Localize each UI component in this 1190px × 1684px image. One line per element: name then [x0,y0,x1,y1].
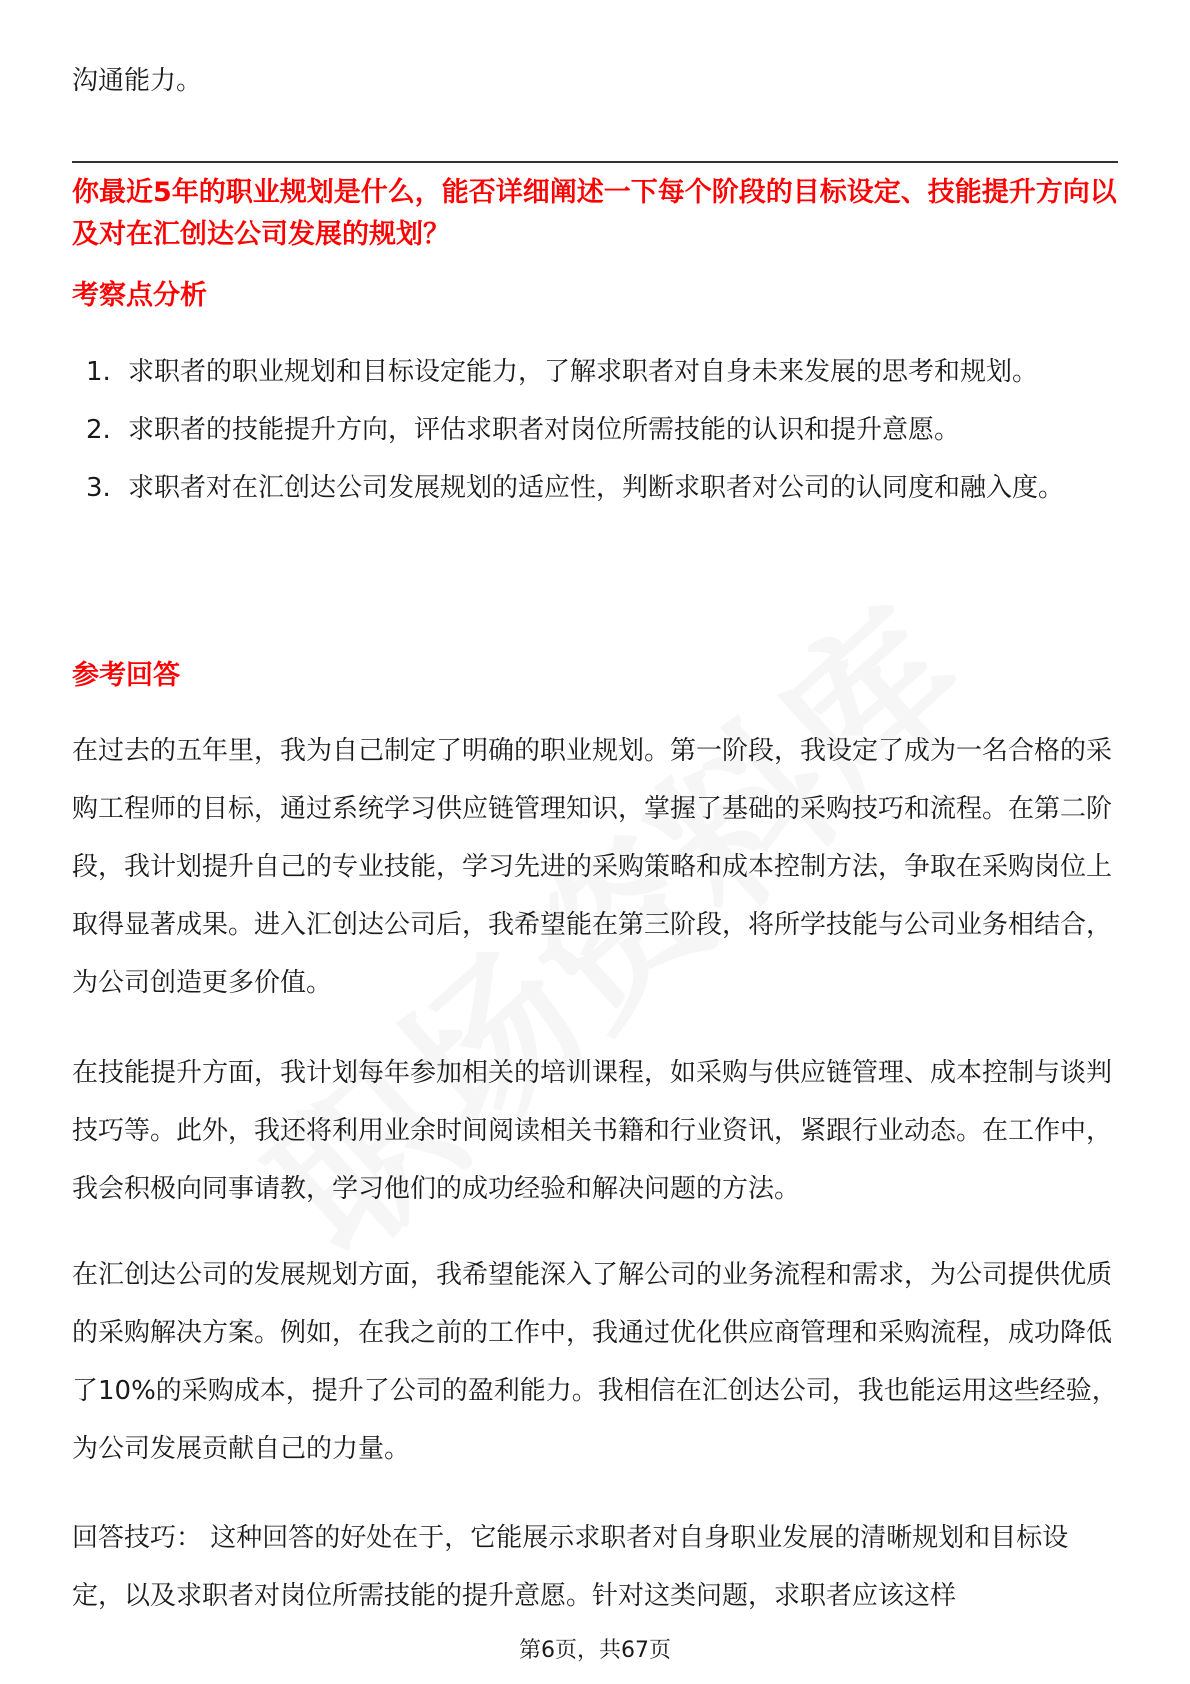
lead-text: 沟通能力。 [72,66,203,96]
list-item-text: 求职者对在汇创达公司发展规划的适应性，判断求职者对公司的认同度和融入度。 [128,473,1065,503]
answer-paragraph: 在汇创达公司的发展规划方面，我希望能深入了解公司的业务流程和需求，为公司提供优质的采购解决方案。例如，在我之前的工作中，我通过优化供应商管理和采购流程，成功降低了10%的采购成本，提升了公司的盈利能力。我相信在汇创达公司，我也能运用这些经验，为公司发展贡献自己的力量。 [72,1260,1118,1464]
list-item-number: 1. [86,357,111,387]
section-divider [72,161,1118,163]
answer-paragraph: 在技能提升方面，我计划每年参加相关的培训课程，如采购与供应链管理、成本控制与谈判技巧等。此外，我还将利用业余时间阅读相关书籍和行业资讯，紧跟行业动态。在工作中，我会积极向同事请教，学习他们的成功经验和解决问题的方法。 [72,1058,1113,1204]
answer-heading: 参考回答 [72,660,180,691]
list-item [72,459,1118,517]
list-item [72,343,1118,401]
question-title: 你最近5年的职业规划是什么，能否详细阐述一下每个阶段的目标设定、技能提升方向以及对在汇创达公司发展的规划？ [72,177,1117,250]
analysis-points [72,343,1118,517]
list-item-text: 求职者的职业规划和目标设定能力，了解求职者对自身未来发展的思考和规划。 [128,357,1039,387]
page-number: 第6页，共67页 [519,1638,671,1663]
answer-paragraph: 在过去的五年里，我为自己制定了明确的职业规划。第一阶段，我设定了成为一名合格的采购工程师的目标，通过系统学习供应链管理知识，掌握了基础的采购技巧和流程。在第二阶段，我计划提升自己的专业技能，学习先进的采购策略和成本控制方法，争取在采购岗位上取得显著成果。进入汇创达公司后，我希望能在第三阶段，将所学技能与公司业务相结合，为公司创造更多价值。 [72,736,1113,998]
list-item-text: 求职者的技能提升方向，评估求职者对岗位所需技能的认识和提升意愿。 [128,415,961,445]
list-item-number: 2. [86,415,111,445]
answer-tips-paragraph: 回答技巧： 这种回答的好处在于，它能展示求职者对自身职业发展的清晰规划和目标设定，以及求职者对岗位所需技能的提升意愿。针对这类问题，求职者应该这样 [72,1523,1069,1611]
list-item [72,401,1118,459]
analysis-heading: 考察点分析 [72,280,207,311]
list-item-number: 3. [86,473,111,503]
